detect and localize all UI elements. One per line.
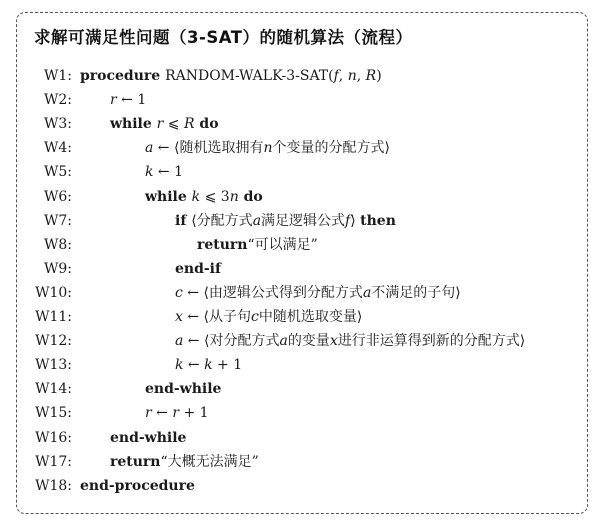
line-number: W8: — [43, 236, 72, 253]
keyword: while — [110, 116, 157, 133]
line-code — [175, 329, 525, 353]
code-text: ← ⟨从子句 — [182, 309, 251, 325]
variable: r — [145, 405, 152, 422]
code-text: ⩽ — [163, 116, 184, 133]
line-code — [197, 233, 318, 257]
line-code — [145, 160, 183, 184]
variable: R — [365, 68, 377, 84]
code-text: , — [338, 68, 348, 84]
line-number: W15: — [35, 405, 72, 422]
line-number: W4: — [43, 140, 72, 157]
algorithm-line — [0, 353, 610, 377]
algorithm-line — [0, 401, 610, 425]
algorithm-line — [0, 136, 610, 160]
keyword: while — [145, 188, 192, 205]
line-number: W12: — [35, 333, 72, 350]
keyword: do — [194, 116, 219, 133]
code-text: “可以满足” — [247, 236, 318, 253]
code-text: ⟩ — [350, 212, 361, 229]
algorithm-line — [0, 257, 610, 281]
variable: x — [175, 309, 183, 325]
variable: a — [175, 333, 184, 350]
code-text: ⩽ 3 — [200, 188, 230, 205]
line-number: W9: — [43, 260, 72, 277]
code-text: ⟨分配方式 — [191, 212, 253, 229]
keyword: do — [238, 188, 263, 205]
code-text: ← ⟨对分配方式 — [183, 333, 280, 350]
variable: x — [329, 333, 338, 350]
variable: k — [145, 164, 154, 181]
code-text: ← — [183, 357, 205, 374]
algorithm-line — [0, 329, 610, 353]
variable: r — [156, 116, 164, 133]
line-code — [175, 281, 461, 305]
variable: R — [184, 116, 195, 133]
variable: n — [229, 188, 239, 205]
variable: a — [362, 284, 372, 301]
line-code — [110, 426, 186, 450]
code-text: ← 1 — [116, 92, 147, 109]
code-text: RANDOM-WALK-3-SAT( — [165, 68, 334, 84]
keyword: procedure — [80, 68, 166, 84]
variable: a — [252, 212, 262, 229]
line-number: W10: — [35, 284, 72, 301]
line-number: W7: — [43, 212, 72, 229]
algorithm-title: 求解可满足性问题（3-SAT）的随机算法（流程） — [34, 28, 413, 47]
line-number: W3: — [43, 116, 72, 133]
code-text: 进行非运算得到新的分配方式⟩ — [337, 333, 526, 350]
keyword: end-while — [145, 381, 222, 398]
variable: r — [172, 405, 180, 422]
keyword: return — [110, 453, 161, 470]
line-code — [145, 185, 263, 209]
algorithm-line — [0, 160, 610, 184]
code-text: + 1 — [179, 405, 209, 422]
algorithm-line — [0, 185, 610, 209]
line-number: W13: — [35, 357, 72, 374]
keyword: end-while — [110, 429, 187, 446]
code-text: ← ⟨随机选取拥有 — [153, 140, 264, 157]
variable: a — [145, 140, 154, 157]
variable: k — [191, 188, 201, 205]
algorithm-line — [0, 88, 610, 112]
line-code — [175, 305, 362, 329]
variable: n — [347, 68, 357, 84]
variable: n — [263, 140, 273, 157]
algorithm-line — [0, 281, 610, 305]
code-text: ) — [376, 68, 382, 84]
code-text: + 1 — [212, 357, 243, 374]
algorithm-line — [0, 64, 610, 88]
line-code — [80, 474, 195, 498]
line-code — [110, 88, 146, 112]
algorithm-line — [0, 233, 610, 257]
line-code — [175, 353, 242, 377]
line-number: W6: — [43, 188, 72, 205]
line-code — [145, 401, 209, 425]
variable: f — [345, 212, 351, 229]
code-text: 不满足的子句⟩ — [371, 284, 461, 301]
keyword: end-if — [175, 260, 222, 277]
algorithm-line — [0, 305, 610, 329]
variable: c — [251, 309, 259, 325]
line-number: W16: — [35, 429, 72, 446]
code-text: “大概无法满足” — [160, 453, 259, 470]
algorithm-line — [0, 474, 610, 498]
variable: r — [110, 92, 117, 109]
line-code — [175, 209, 396, 233]
code-text: 满足逻辑公式 — [261, 212, 346, 229]
keyword: then — [360, 212, 396, 229]
algorithm-line — [0, 450, 610, 474]
keyword: return — [197, 236, 248, 253]
line-number: W17: — [35, 453, 72, 470]
keyword: if — [175, 212, 192, 229]
code-text: ← — [151, 405, 173, 422]
algorithm-line — [0, 426, 610, 450]
variable: k — [204, 357, 213, 374]
variable: f — [333, 68, 339, 84]
line-code — [145, 377, 221, 401]
line-code — [110, 112, 219, 136]
line-code — [145, 136, 390, 160]
code-text: , — [356, 68, 366, 84]
line-code — [110, 450, 259, 474]
variable: a — [279, 333, 288, 350]
keyword: end-procedure — [80, 477, 195, 494]
algorithm-line — [0, 112, 610, 136]
line-number: W18: — [35, 477, 72, 494]
code-text: 中随机选取变量⟩ — [258, 309, 363, 325]
line-number: W11: — [35, 309, 72, 325]
algorithm-line — [0, 377, 610, 401]
code-text: ← 1 — [153, 164, 184, 181]
code-text: 的变量 — [287, 333, 330, 350]
line-number: W14: — [35, 381, 72, 398]
line-number: W1: — [43, 68, 72, 84]
line-number: W5: — [43, 164, 72, 181]
algorithm-line — [0, 209, 610, 233]
line-code — [175, 257, 221, 281]
line-number: W2: — [43, 92, 72, 109]
variable: k — [175, 357, 184, 374]
variable: c — [175, 284, 183, 301]
code-text: ← ⟨由逻辑公式得到分配方式 — [182, 284, 363, 301]
line-code — [80, 64, 382, 88]
code-text: 个变量的分配方式⟩ — [272, 140, 390, 157]
